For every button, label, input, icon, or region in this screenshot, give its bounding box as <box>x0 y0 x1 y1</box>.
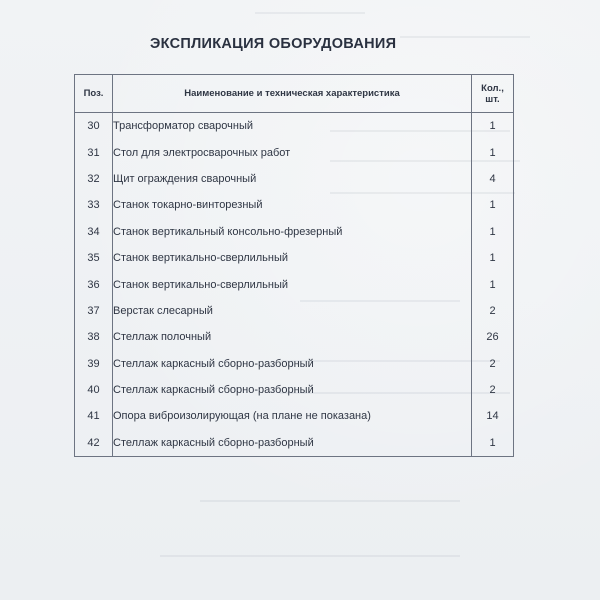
equipment-table <box>74 74 514 457</box>
row-name: Стол для электросварочных работ <box>113 139 472 165</box>
row-qty: 2 <box>472 298 514 324</box>
row-pos: 36 <box>75 271 113 297</box>
table-row <box>75 245 514 271</box>
show-through-line <box>200 500 460 502</box>
row-name: Щит ограждения сварочный <box>113 166 472 192</box>
header-qty-line2: шт. <box>485 93 500 105</box>
row-name: Трансформатор сварочный <box>113 113 472 140</box>
row-qty: 14 <box>472 403 514 429</box>
row-pos: 39 <box>75 351 113 377</box>
row-name: Станок вертикально-сверлильный <box>113 245 472 271</box>
row-name: Стеллаж каркасный сборно-разборный <box>113 377 472 403</box>
row-name: Верстак слесарный <box>113 298 472 324</box>
show-through-line <box>255 12 365 14</box>
row-pos: 32 <box>75 166 113 192</box>
row-name: Стеллаж каркасный сборно-разборный <box>113 430 472 457</box>
row-qty: 4 <box>472 166 514 192</box>
table-row <box>75 377 514 403</box>
show-through-line <box>400 36 530 38</box>
table-row <box>75 166 514 192</box>
row-name: Опора виброизолирующая (на плане не показана) <box>113 403 472 429</box>
row-name: Станок вертикально-сверлильный <box>113 271 472 297</box>
row-qty: 1 <box>472 245 514 271</box>
table-row <box>75 271 514 297</box>
row-qty: 26 <box>472 324 514 350</box>
row-qty: 1 <box>472 271 514 297</box>
row-pos: 33 <box>75 192 113 218</box>
row-name: Стеллаж полочный <box>113 324 472 350</box>
table-row <box>75 139 514 165</box>
row-qty: 1 <box>472 219 514 245</box>
table-row <box>75 324 514 350</box>
row-name: Станок вертикальный консольно-фрезерный <box>113 219 472 245</box>
header-qty-line1: Кол., <box>481 82 504 94</box>
row-qty: 1 <box>472 430 514 457</box>
table-row <box>75 351 514 377</box>
header-pos: Поз. <box>75 75 113 113</box>
row-pos: 42 <box>75 430 113 457</box>
show-through-line <box>160 555 460 557</box>
row-pos: 40 <box>75 377 113 403</box>
table-row <box>75 403 514 429</box>
row-pos: 34 <box>75 219 113 245</box>
row-qty: 1 <box>472 113 514 140</box>
table-row <box>75 219 514 245</box>
table-row <box>75 298 514 324</box>
row-qty: 2 <box>472 377 514 403</box>
row-qty: 1 <box>472 139 514 165</box>
row-pos: 41 <box>75 403 113 429</box>
row-qty: 2 <box>472 351 514 377</box>
row-name: Станок токарно-винторезный <box>113 192 472 218</box>
row-pos: 37 <box>75 298 113 324</box>
header-qty <box>472 75 514 113</box>
page-title: ЭКСПЛИКАЦИЯ ОБОРУДОВАНИЯ <box>150 36 397 52</box>
row-pos: 38 <box>75 324 113 350</box>
table-header-row <box>75 75 514 113</box>
row-qty: 1 <box>472 192 514 218</box>
table-row <box>75 430 514 457</box>
table-row <box>75 113 514 140</box>
header-name: Наименование и техническая характеристика <box>113 75 472 113</box>
row-pos: 30 <box>75 113 113 140</box>
row-pos: 31 <box>75 139 113 165</box>
table-row <box>75 192 514 218</box>
row-name: Стеллаж каркасный сборно-разборный <box>113 351 472 377</box>
row-pos: 35 <box>75 245 113 271</box>
